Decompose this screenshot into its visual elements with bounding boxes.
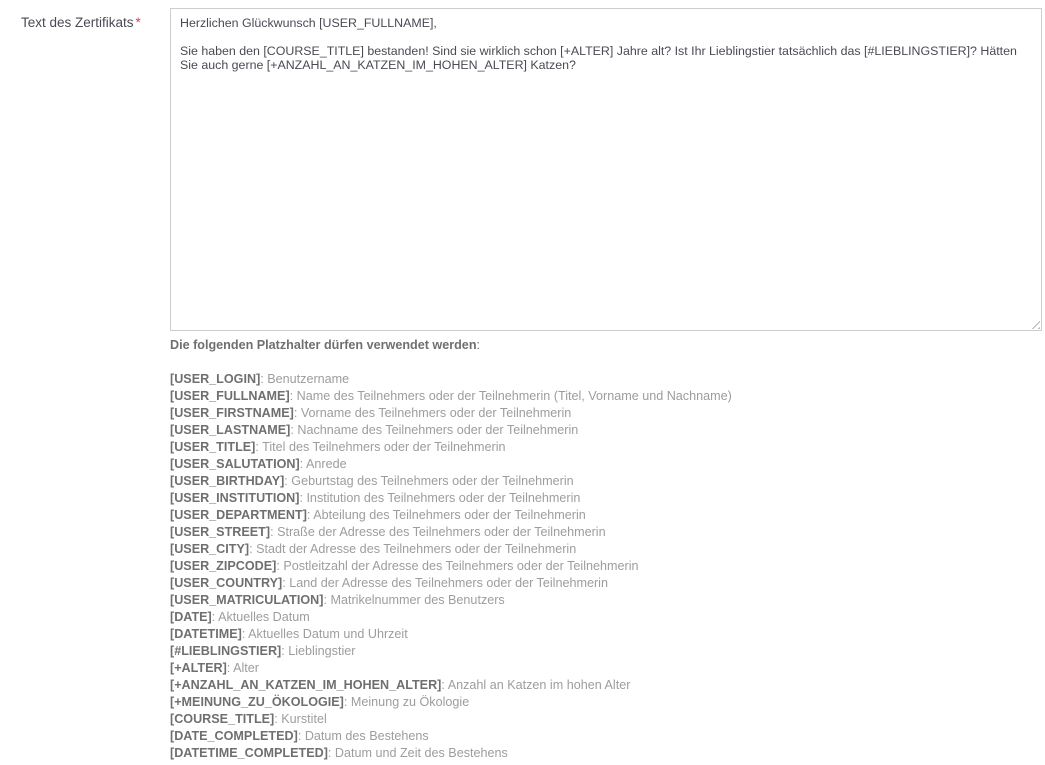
placeholder-token: [USER_INSTITUTION] (170, 491, 300, 505)
placeholder-item (170, 592, 1042, 609)
placeholder-item (170, 643, 1042, 660)
placeholder-description: Abteilung des Teilnehmers oder der Teilnehmerin (313, 508, 586, 522)
placeholder-separator: : (276, 559, 284, 573)
placeholder-token: [COURSE_TITLE] (170, 712, 275, 726)
placeholder-info-heading (170, 337, 1042, 354)
placeholder-description: Institution des Teilnehmers oder der Teilnehmerin (306, 491, 581, 505)
placeholder-token: [USER_ZIPCODE] (170, 559, 277, 573)
placeholder-item (170, 677, 1042, 694)
placeholder-description: Aktuelles Datum (218, 610, 310, 624)
placeholder-token: [DATETIME_COMPLETED] (170, 746, 328, 760)
placeholder-separator: : (211, 610, 219, 624)
placeholder-separator: : (274, 712, 282, 726)
placeholder-description: Matrikelnummer des Benutzers (330, 593, 505, 607)
placeholder-token: [USER_CITY] (170, 542, 250, 556)
placeholder-token: [USER_SALUTATION] (170, 457, 300, 471)
placeholder-token: [+ANZAHL_AN_KATZEN_IM_HOHEN_ALTER] (170, 678, 442, 692)
placeholder-description: Kurstitel (281, 712, 327, 726)
placeholder-item (170, 388, 1042, 405)
placeholder-token: [#LIEBLINGSTIER] (170, 644, 282, 658)
placeholder-token: [DATETIME] (170, 627, 242, 641)
placeholder-separator: : (299, 491, 307, 505)
placeholder-info-heading-text: Die folgenden Platzhalter dürfen verwendet werden (170, 338, 477, 352)
placeholder-separator: : (260, 372, 268, 386)
required-asterisk: * (135, 15, 141, 30)
placeholder-token: [USER_STREET] (170, 525, 271, 539)
placeholder-item (170, 473, 1042, 490)
form-label-column (0, 8, 170, 32)
certificate-text-textarea[interactable] (170, 8, 1042, 331)
placeholder-separator: : (289, 389, 297, 403)
placeholder-item (170, 711, 1042, 728)
placeholder-item (170, 694, 1042, 711)
placeholder-separator: : (284, 474, 292, 488)
placeholder-separator: : (293, 406, 301, 420)
placeholder-token: [USER_TITLE] (170, 440, 256, 454)
placeholder-list (170, 371, 1042, 762)
placeholder-description: Meinung zu Ökologie (350, 695, 470, 709)
placeholder-description: Stadt der Adresse des Teilnehmers oder der Teilnehmerin (256, 542, 577, 556)
placeholder-separator: : (306, 508, 314, 522)
placeholder-description: Lieblingstier (288, 644, 356, 658)
placeholder-separator: : (290, 423, 298, 437)
placeholder-token: [DATE_COMPLETED] (170, 729, 298, 743)
placeholder-token: [+MEINUNG_ZU_ÖKOLOGIE] (170, 695, 344, 709)
placeholder-description: Vorname des Teilnehmers oder der Teilnehmerin (300, 406, 572, 420)
placeholder-item (170, 422, 1042, 439)
certificate-text-label-text: Text des Zertifikats (21, 15, 134, 30)
placeholder-separator: : (343, 695, 351, 709)
placeholder-separator: : (299, 457, 306, 471)
placeholder-description: Anzahl an Katzen im hohen Alter (447, 678, 631, 692)
placeholder-item (170, 728, 1042, 745)
placeholder-info-heading-suffix: : (476, 338, 481, 352)
placeholder-item (170, 558, 1042, 575)
placeholder-description: Geburtstag des Teilnehmers oder der Teilnehmerin (291, 474, 574, 488)
placeholder-item (170, 575, 1042, 592)
form-control-column (170, 8, 1042, 762)
placeholder-description: Land der Adresse des Teilnehmers oder der Teilnehmerin (289, 576, 608, 590)
placeholder-separator: : (241, 627, 249, 641)
placeholder-item (170, 405, 1042, 422)
placeholder-separator: : (249, 542, 257, 556)
placeholder-separator: : (323, 593, 331, 607)
placeholder-separator: : (282, 576, 290, 590)
placeholder-item (170, 490, 1042, 507)
placeholder-item (170, 745, 1042, 762)
placeholder-description: Anrede (305, 457, 347, 471)
placeholder-token: [USER_MATRICULATION] (170, 593, 324, 607)
placeholder-item (170, 541, 1042, 558)
placeholder-description: Benutzername (267, 372, 350, 386)
placeholder-item (170, 371, 1042, 388)
placeholder-description: Aktuelles Datum und Uhrzeit (248, 627, 408, 641)
placeholder-separator: : (441, 678, 448, 692)
placeholder-item (170, 660, 1042, 677)
certificate-text-label (21, 15, 141, 30)
placeholder-separator: : (255, 440, 263, 454)
placeholder-token: [USER_LOGIN] (170, 372, 261, 386)
placeholder-token: [USER_BIRTHDAY] (170, 474, 285, 488)
placeholder-item (170, 439, 1042, 456)
placeholder-item (170, 524, 1042, 541)
placeholder-token: [USER_FIRSTNAME] (170, 406, 294, 420)
placeholder-token: [USER_DEPARTMENT] (170, 508, 307, 522)
placeholder-separator: : (281, 644, 289, 658)
placeholder-description: Postleitzahl der Adresse des Teilnehmers oder der Teilnehmerin (283, 559, 639, 573)
placeholder-description: Name des Teilnehmers oder der Teilnehmerin (Titel, Vorname und Nachname) (296, 389, 732, 403)
placeholder-separator: : (226, 661, 234, 675)
placeholder-description: Alter (233, 661, 260, 675)
certificate-textarea-wrap (170, 8, 1042, 331)
placeholder-item (170, 507, 1042, 524)
placeholder-description: Titel des Teilnehmers oder der Teilnehmerin (262, 440, 506, 454)
placeholder-separator: : (327, 746, 335, 760)
placeholder-item (170, 609, 1042, 626)
placeholder-token: [USER_LASTNAME] (170, 423, 291, 437)
placeholder-token: [+ALTER] (170, 661, 227, 675)
placeholder-description: Datum des Bestehens (304, 729, 429, 743)
placeholder-separator: : (270, 525, 278, 539)
placeholder-description: Nachname des Teilnehmers oder der Teilnehmerin (297, 423, 579, 437)
placeholder-description: Straße der Adresse des Teilnehmers oder der Teilnehmerin (277, 525, 606, 539)
placeholder-info-block (170, 337, 1042, 762)
placeholder-item (170, 456, 1042, 473)
placeholder-description: Datum und Zeit des Bestehens (334, 746, 508, 760)
placeholder-token: [USER_FULLNAME] (170, 389, 290, 403)
placeholder-token: [DATE] (170, 610, 212, 624)
placeholder-token: [USER_COUNTRY] (170, 576, 283, 590)
placeholder-separator: : (297, 729, 305, 743)
placeholder-item (170, 626, 1042, 643)
